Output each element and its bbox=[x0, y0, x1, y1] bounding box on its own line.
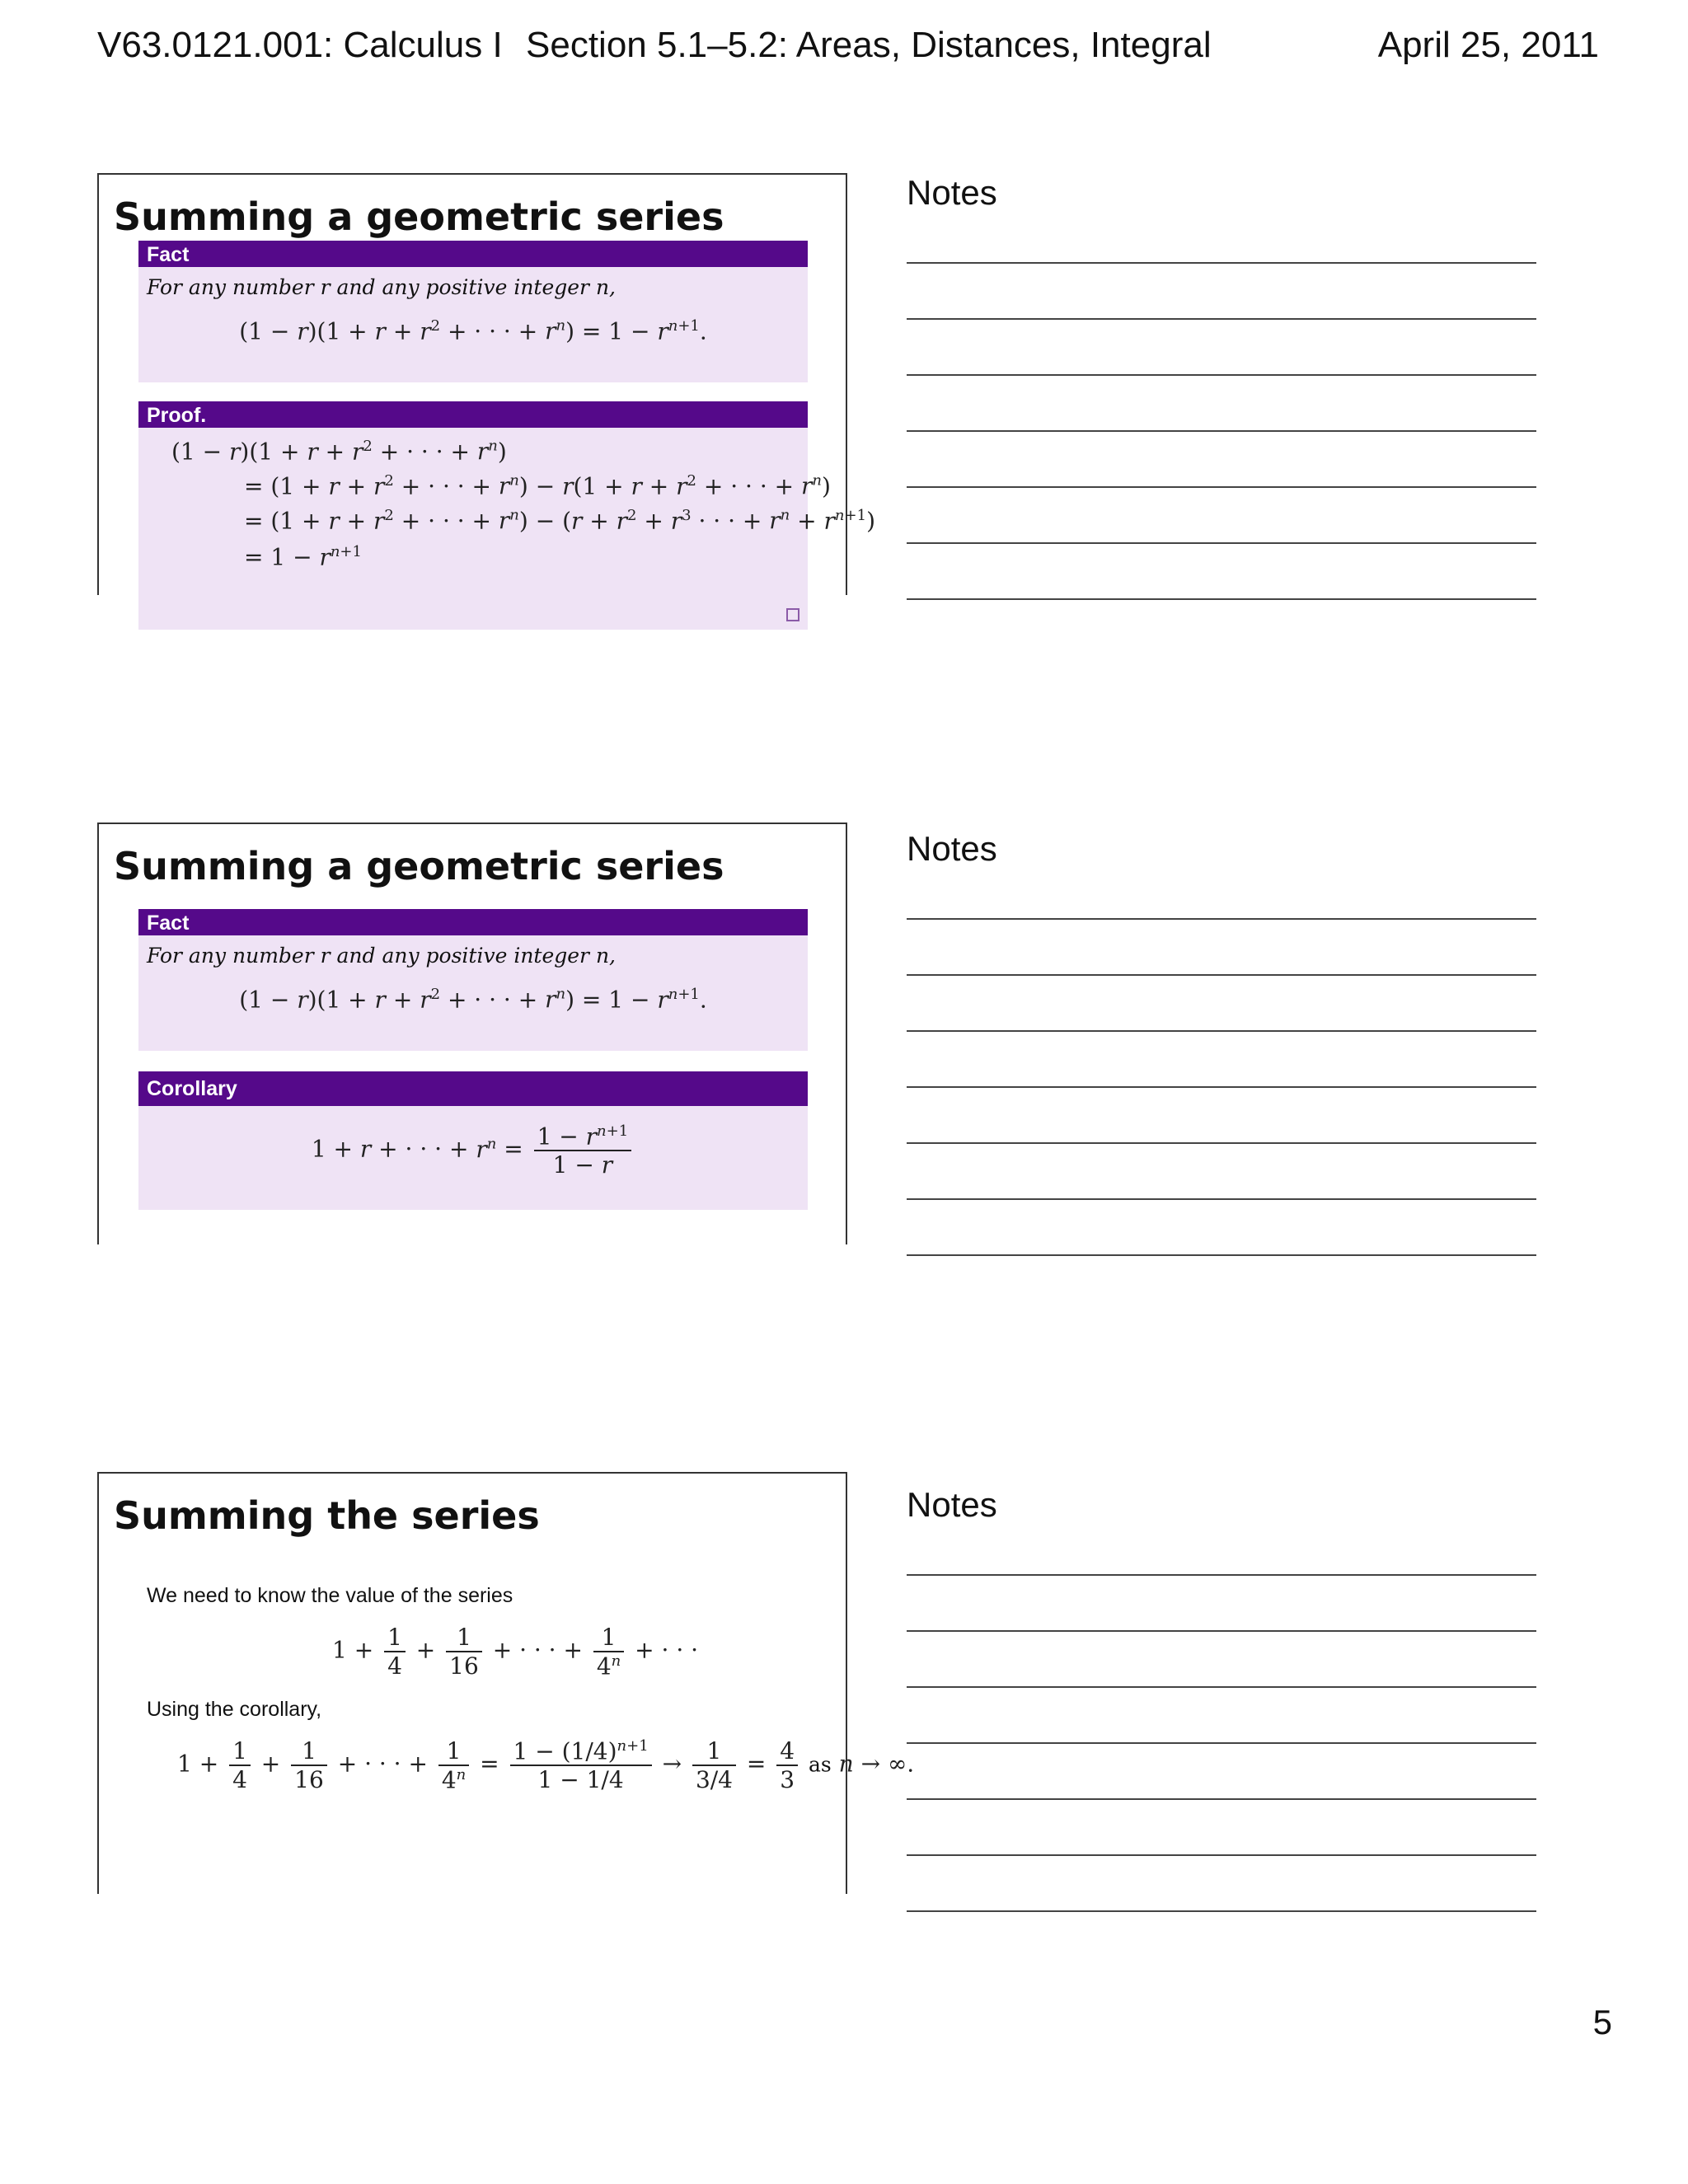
notes-label: Notes bbox=[907, 829, 997, 868]
fact-block bbox=[138, 909, 808, 1051]
note-line bbox=[907, 374, 1536, 376]
note-line bbox=[907, 318, 1536, 320]
fact-equation: $(1 - r)(1 + r + r^2$ + · · · + $r^n) = 1 - r^{n+1}$. bbox=[239, 986, 707, 1014]
header-date: April 25, 2011 bbox=[1377, 25, 1599, 65]
note-line bbox=[907, 1854, 1536, 1856]
note-line bbox=[907, 974, 1536, 976]
note-line bbox=[907, 1142, 1536, 1144]
note-line bbox=[907, 1686, 1536, 1688]
notes-1 bbox=[907, 173, 1536, 213]
slide-title: Summing a geometric series bbox=[114, 194, 724, 239]
proof-label: Proof. bbox=[138, 401, 808, 428]
section-title: Section 5.1–5.2: Areas, Distances, Integral bbox=[526, 25, 1212, 65]
series-equation: 1 + $\frac{1}{4}$ + $\frac{1}{16}$ + · · · + $\frac{1}{4^n}$ + · · · bbox=[332, 1624, 699, 1680]
fact-label: Fact bbox=[138, 241, 808, 267]
note-line bbox=[907, 598, 1536, 600]
note-line bbox=[907, 1798, 1536, 1800]
fact-text: For any number r and any positive integer n, bbox=[147, 275, 617, 299]
fact-equation: $(1 - r)(1 + r + r^2$ + · · · + $r^n) = 1 - r^{n+1}$. bbox=[239, 317, 707, 345]
proof-line-4: = $1 - r^{n+1}$ bbox=[244, 543, 362, 571]
page-header bbox=[97, 25, 1599, 74]
note-line bbox=[907, 1254, 1536, 1256]
note-line bbox=[907, 1574, 1536, 1576]
note-line bbox=[907, 1086, 1536, 1088]
corollary-label: Corollary bbox=[138, 1071, 808, 1106]
notes-3 bbox=[907, 1485, 1536, 1525]
slide-1 bbox=[97, 173, 875, 595]
note-line bbox=[907, 1198, 1536, 1200]
page-number: 5 bbox=[1592, 2003, 1612, 2041]
note-line bbox=[907, 1910, 1536, 1912]
corollary-equation: 1 + r + · · · + $r^n$ = $\frac{1 - r^{n+1}}{1 - r}$ bbox=[138, 1106, 808, 1179]
proof-line-2: = ($1 + r + r^2$ + · · · + $r^n) - r(1 + r + r^2$ + · · · + $r^n$) bbox=[244, 472, 831, 500]
slide-text: We need to know the value of the series bbox=[147, 1584, 513, 1607]
notes-label: Notes bbox=[907, 1485, 997, 1524]
note-line bbox=[907, 542, 1536, 544]
note-line bbox=[907, 918, 1536, 920]
slide-text: Using the corollary, bbox=[147, 1698, 322, 1721]
corollary-block bbox=[138, 1071, 808, 1210]
note-line bbox=[907, 1630, 1536, 1632]
note-line bbox=[907, 430, 1536, 432]
course-title: V63.0121.001: Calculus I bbox=[97, 25, 503, 65]
note-line bbox=[907, 262, 1536, 264]
qed-box-icon bbox=[786, 608, 799, 621]
limit-equation: 1 + $\frac{1}{4}$ + $\frac{1}{16}$ + · · · + $\frac{1}{4^n}$ = $\frac{1 - (1/4)^{n+1}}{1 - 1/4}$ → $\frac{1}{3/4}$ = $\frac{4}{3}$ as n → ∞. bbox=[177, 1737, 915, 1794]
slide-title: Summing the series bbox=[114, 1493, 540, 1538]
note-line bbox=[907, 1030, 1536, 1032]
proof-line-3: = ($1 + r + r^2$ + · · · + $r^n) - (r + r^2 + r^3$ · · · + $r^n + r^{n+1}$) bbox=[244, 507, 875, 535]
notes-label: Notes bbox=[907, 173, 997, 212]
note-line bbox=[907, 486, 1536, 488]
slide-title: Summing a geometric series bbox=[114, 844, 724, 888]
slide-3 bbox=[97, 1472, 915, 1894]
note-line bbox=[907, 1742, 1536, 1744]
fact-text: For any number r and any positive integer n, bbox=[147, 944, 617, 968]
proof-block bbox=[138, 401, 875, 630]
fact-block bbox=[138, 241, 808, 382]
fact-label: Fact bbox=[138, 909, 808, 935]
slide-2 bbox=[97, 823, 847, 1244]
as-text: as bbox=[809, 1752, 832, 1777]
notes-2 bbox=[907, 829, 1536, 869]
proof-line-1: $(1 - r)(1 + r + r^2$ + · · · + $r^n$) bbox=[171, 438, 507, 466]
